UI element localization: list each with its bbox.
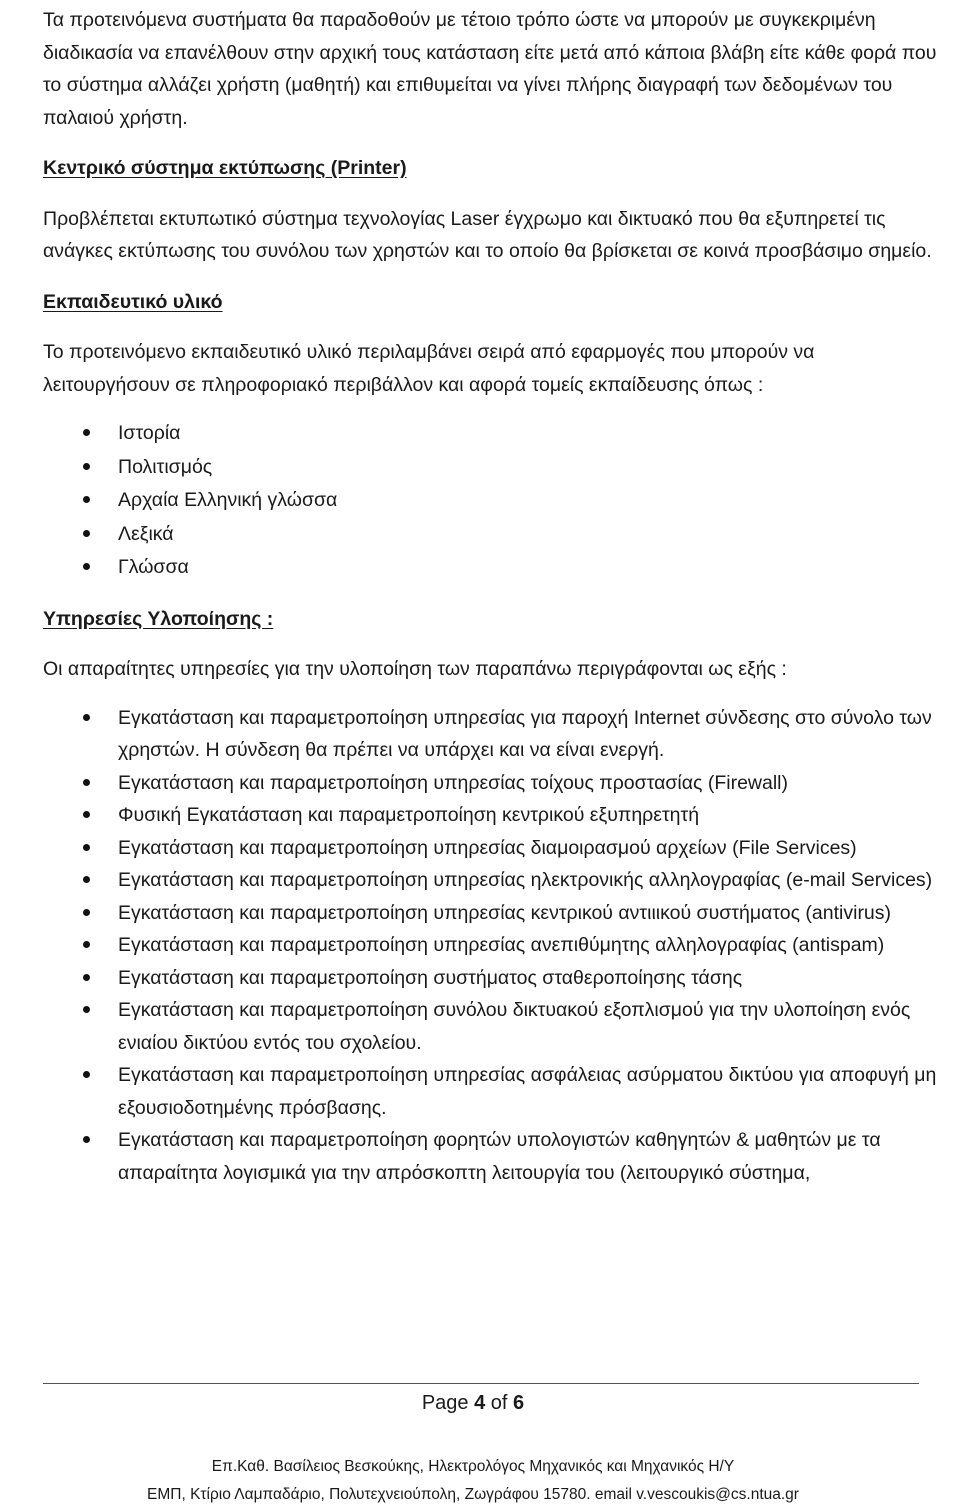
list-item: Εγκατάσταση και παραμετροποίηση υπηρεσίας διαμοιρασμού αρχείων (File Services) xyxy=(43,832,943,865)
list-item: Φυσική Εγκατάσταση και παραμετροποίηση κεντρικού εξυπηρετητή xyxy=(43,799,943,832)
services-heading: Υπηρεσίες Υλοποίησης : xyxy=(43,607,274,630)
list-item: Εγκατάσταση και παραμετροποίηση υπηρεσίας τοίχους προστασίας (Firewall) xyxy=(43,767,943,800)
list-item: Πολιτισμός xyxy=(43,451,943,485)
education-heading: Εκπαιδευτικό υλικό xyxy=(43,290,223,313)
list-item: Εγκατάσταση και παραμετροποίηση υπηρεσίας ασφάλειας ασύρματου δικτύου για αποφυγή μη εξουσιοδοτημένης πρόσβασης. xyxy=(43,1059,943,1124)
list-item: Εγκατάσταση και παραμετροποίηση συστήματος σταθεροποίησης τάσης xyxy=(43,962,943,995)
page-total: 6 xyxy=(513,1392,525,1414)
page-middle: of xyxy=(485,1392,514,1414)
printer-paragraph: Προβλέπεται εκτυπωτικό σύστημα τεχνολογίας Laser έγχρωμο και δικτυακό που θα εξυπηρετεί τις ανάγκες εκτύπωσης του συνόλου των χρηστών και το οποίο θα βρίσκεται σε κοινά προσβάσιμο σημείο. xyxy=(43,207,932,262)
list-item: Εγκατάσταση και παραμετροποίηση υπηρεσίας ανεπιθύμητης αλληλογραφίας (antispam) xyxy=(43,929,943,962)
list-item: Εγκατάσταση και παραμετροποίηση συνόλου δικτυακού εξοπλισμού για την υλοποίηση ενός ενιαίου δικτύου εντός του σχολείου. xyxy=(43,994,943,1059)
list-item: Εγκατάσταση και παραμετροποίηση υπηρεσίας ηλεκτρονικής αλληλογραφίας (e-mail Services) xyxy=(43,864,943,897)
education-list xyxy=(43,417,943,585)
list-item: Ιστορία xyxy=(43,417,943,451)
footer-address: ΕΜΠ, Κτίριο Λαμπαδάριο, Πολυτεχνειούπολη, Ζωγράφου 15780. email v.vescoukis@cs.ntua.gr xyxy=(147,1486,799,1503)
services-list xyxy=(43,702,943,1190)
list-item: Εγκατάσταση και παραμετροποίηση υπηρεσίας κεντρικού αντιιικού συστήματος (antivirus) xyxy=(43,897,943,930)
page-current: 4 xyxy=(474,1392,486,1414)
list-item: Αρχαία Ελληνική γλώσσα xyxy=(43,484,943,518)
intro-paragraph: Τα προτεινόμενα συστήματα θα παραδοθούν με τέτοιο τρόπο ώστε να μπορούν με συγκεκριμένη διαδικασία να επανέλθουν στην αρχική τους κατάσταση είτε μετά από κάποια βλάβη είτε κάθε φορά που το σύστημα αλλάζει χρήστη (μαθητή) και επιθυμείται να γίνει πλήρης διαγραφή των δεδομένων του παλαιού χρήστη. xyxy=(43,9,937,129)
printer-heading: Κεντρικό σύστημα εκτύπωσης (Printer) xyxy=(43,157,407,179)
list-item: Λεξικά xyxy=(43,518,943,552)
footer-author: Επ.Καθ. Βασίλειος Βεσκούκης, Ηλεκτρολόγος Μηχανικός και Μηχανικός Η/Υ xyxy=(211,1458,735,1475)
services-paragraph: Οι απαραίτητες υπηρεσίες για την υλοποίηση των παραπάνω περιγράφονται ως εξής : xyxy=(43,658,787,680)
page-number xyxy=(0,1388,946,1418)
footer-divider xyxy=(43,1383,919,1384)
education-paragraph: Το προτεινόμενο εκπαιδευτικό υλικό περιλαμβάνει σειρά από εφαρμογές που μπορούν να λειτουργήσουν σε πληροφοριακό περιβάλλον και αφορά τομείς εκπαίδευσης όπως : xyxy=(43,341,815,396)
list-item: Γλώσσα xyxy=(43,551,943,585)
page-content xyxy=(43,0,943,1189)
page-prefix: Page xyxy=(421,1392,475,1414)
list-item: Εγκατάσταση και παραμετροποίηση υπηρεσίας για παροχή Internet σύνδεσης στο σύνολο των χρηστών. Η σύνδεση θα πρέπει να υπάρχει και να είναι ενεργή. xyxy=(43,702,943,767)
list-item: Εγκατάσταση και παραμετροποίηση φορητών υπολογιστών καθηγητών & μαθητών με τα απαραίτητα λογισμικά για την απρόσκοπτη λειτουργία του (λειτουργικό σύστημα, xyxy=(43,1124,943,1189)
